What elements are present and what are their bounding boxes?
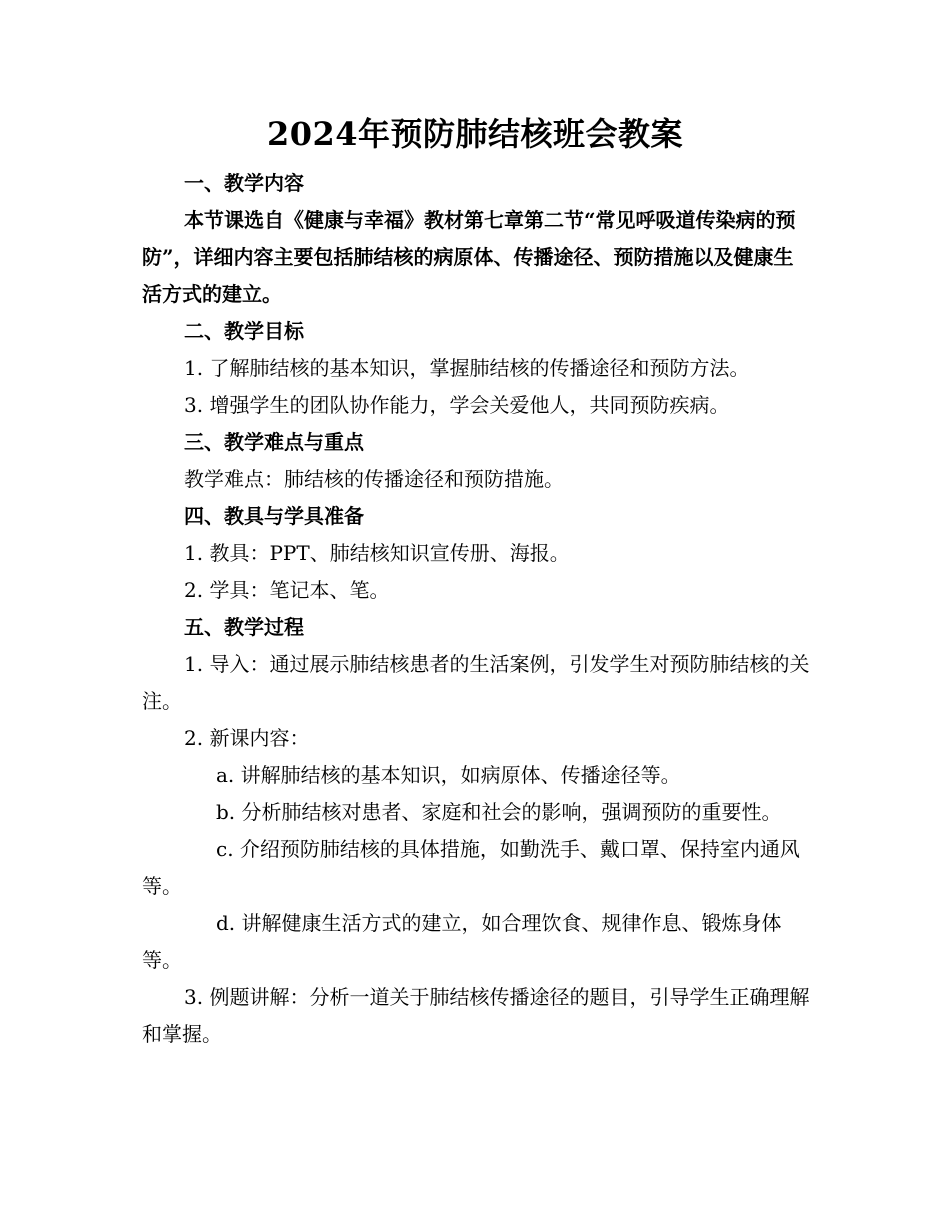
tool-item: 1. 教具：PPT、肺结核知识宣传册、海报。 [184,541,570,565]
process-step: 3. 例题讲解：分析一道关于肺结核传播途径的题目，引导学生正确理解和掌握。 [142,985,810,1046]
tool-item: 2. 学具：笔记本、笔。 [184,578,390,602]
goal-item: 1. 了解肺结核的基本知识，掌握肺结核的传播途径和预防方法。 [184,356,750,380]
process-step: 1. 导入：通过展示肺结核患者的生活案例，引发学生对预防肺结核的关注。 [142,652,810,713]
section-heading-goals: 二、教学目标 [184,319,304,343]
process-step: 2. 新课内容： [184,726,310,750]
document-body [142,165,810,1053]
process-subitem: b. 分析肺结核对患者、家庭和社会的影响，强调预防的重要性。 [216,800,782,824]
section-heading-difficulties: 三、教学难点与重点 [184,430,364,454]
document-title: 2024年预防肺结核班会教案 [266,115,684,153]
process-subitem: d. 讲解健康生活方式的建立，如合理饮食、规律作息、锻炼身体等。 [142,911,782,972]
goal-item: 3. 增强学生的团队协作能力，学会关爱他人，共同预防疾病。 [184,393,730,417]
process-subitem: a. 讲解肺结核的基本知识，如病原体、传播途径等。 [216,763,681,787]
section-heading-tools: 四、教具与学具准备 [184,504,364,528]
section-heading-process: 五、教学过程 [184,615,304,639]
process-subitem: c. 介绍预防肺结核的具体措施，如勤洗手、戴口罩、保持室内通风等。 [142,837,800,898]
section-body-content: 本节课选自《健康与幸福》教材第七章第二节“常见呼吸道传染病的预防”，详细内容主要包括肺结核的病原体、传播途径、预防措施以及健康生活方式的建立。 [142,208,796,306]
section-body-difficulties: 教学难点：肺结核的传播途径和预防措施。 [184,467,564,491]
section-heading-content: 一、教学内容 [184,171,304,195]
